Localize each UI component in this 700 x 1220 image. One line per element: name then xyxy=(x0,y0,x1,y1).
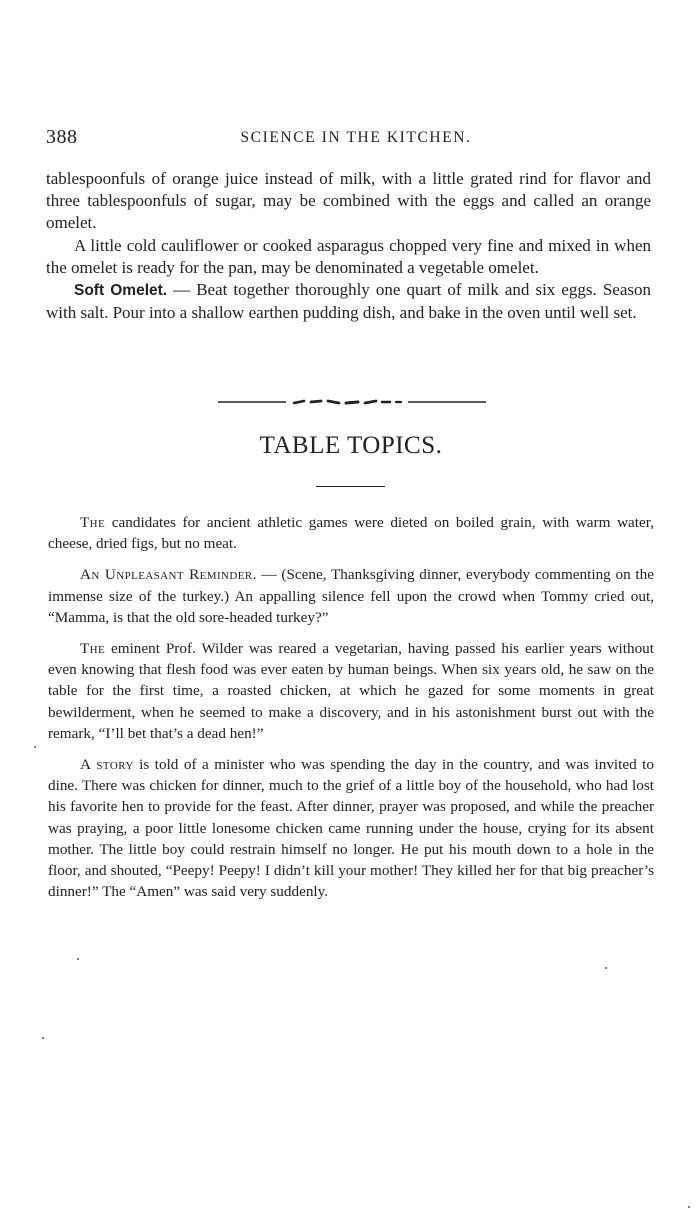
print-speck xyxy=(688,1206,690,1208)
topic-athletic-diet xyxy=(48,512,654,554)
topic-text: candidates for ancient athletic games were dieted on boiled grain, with warm water, cheese, dried figs, but no meat. xyxy=(48,514,654,553)
section-heading: TABLE TOPICS. xyxy=(259,432,443,459)
soft-omelet-paragraph xyxy=(46,279,651,324)
table-topics xyxy=(48,512,654,912)
orange-omelet-paragraph: tablespoonfuls of orange juice instead of milk, with a little grated rind for flavor and three tablespoonfuls of sugar, may be combined with the eggs and called an orange omelet. xyxy=(46,169,651,233)
topic-text: eminent Prof. Wilder was reared a vegetarian, having passed his earlier years without even knowing that flesh food was ever eaten by human beings. When six years old, he saw on the table for the first time, a roasted chicken, at which he gazed for some moments in great bewilderment, when he seemed to make a discovery, and in his astonishment burst out with the remark, “I’ll bet that’s a dead hen!” xyxy=(48,640,654,742)
topic-lead: A story xyxy=(80,756,134,774)
soft-omelet-title: Soft Omelet. xyxy=(74,282,168,300)
vegetable-omelet-paragraph: A little cold cauliflower or cooked asparagus chopped very fine and mixed in when the omelet is ready for the pan, may be denominated a vegetable omelet. xyxy=(46,235,651,277)
running-head xyxy=(46,126,652,152)
topic-unpleasant-reminder xyxy=(48,564,654,628)
print-speck xyxy=(34,746,36,748)
topic-lead: An Unpleasant Reminder. xyxy=(80,566,257,584)
print-speck xyxy=(77,958,79,960)
topic-text: — (Scene, Thanksgiving dinner, everybody commenting on the immense size of the turkey.) An appalling silence fell upon the crowd when Tommy cried out, “Mamma, is that the old sore-headed turkey?” xyxy=(48,566,654,626)
topic-minister-story xyxy=(48,754,654,902)
topic-prof-wilder xyxy=(48,638,654,744)
topic-text: is told of a minister who was spending the day in the country, and was invited to dine. There was chicken for dinner, much to the grief of a little boy of the household, who had lost his favorite hen to provide for the feast. After dinner, prayer was proposed, and while the preacher was praying, a poor little lonesome chicken came running under the house, crying for its absent mother. The little boy could restrain himself no longer. He put his mouth down to a hole in the floor, and shouted, “Peepy! Peepy! I didn’t kill your mother! They killed her for that big preacher’s dinner!” The “Amen” was said very suddenly. xyxy=(48,756,654,901)
topic-lead: The xyxy=(80,640,106,658)
soft-omelet-text: — Beat together thoroughly one quart of milk and six eggs. Season with salt. Pour into a shallow earthen pudding dish, and bake in the oven until well set. xyxy=(46,280,651,323)
topic-lead: The xyxy=(80,514,106,531)
running-title: SCIENCE IN THE KITCHEN. xyxy=(240,129,472,146)
print-speck xyxy=(605,967,607,969)
section-divider-ornament xyxy=(218,395,486,409)
page-number: 388 xyxy=(46,126,78,148)
heading-rule xyxy=(316,486,385,487)
print-speck xyxy=(42,1037,44,1039)
recipe-text xyxy=(46,168,651,324)
